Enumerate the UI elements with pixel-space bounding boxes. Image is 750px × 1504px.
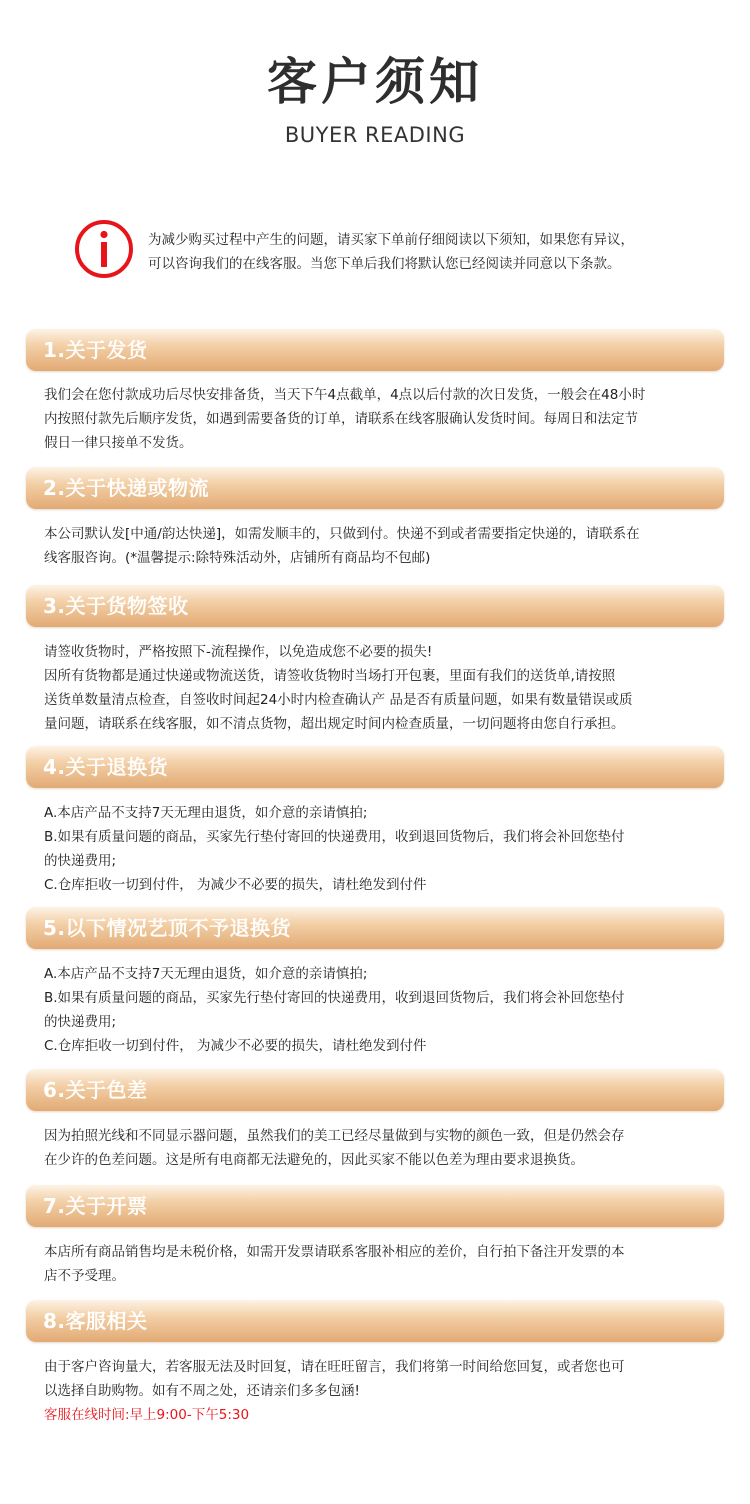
text-line: 店不予受理。 bbox=[44, 1268, 125, 1284]
text-line: 假日一律只接单不发货。 bbox=[44, 435, 193, 451]
text-line: 因为拍照光线和不同显示器问题，虽然我们的美工已经尽量做到与实物的颜色一致，但是仍然会存 bbox=[44, 1128, 625, 1144]
section-body-no-returns bbox=[44, 962, 714, 1058]
section-header-color bbox=[26, 1069, 724, 1111]
text-line: 的快递费用; bbox=[44, 853, 117, 869]
section-title: 2.关于快递或物流 bbox=[43, 476, 210, 500]
section-body-delivery bbox=[44, 522, 714, 570]
section-body-receipt bbox=[44, 640, 714, 736]
text-line: C.仓库拒收一切到付件， 为减少不必要的损失，请杜绝发到付件 bbox=[44, 1038, 427, 1054]
text-line: 的快递费用; bbox=[44, 1014, 117, 1030]
text-line: 我们会在您付款成功后尽快安排备货，当天下午4点截单，4点以后付款的次日发货，一般会在48小时 bbox=[44, 387, 646, 403]
section-body-invoice bbox=[44, 1240, 714, 1288]
text-line: 由于客户咨询量大，若客服无法及时回复，请在旺旺留言，我们将第一时间给您回复，或者您也可 bbox=[44, 1359, 625, 1375]
section-title: 3.关于货物签收 bbox=[43, 594, 189, 618]
text-line: C.仓库拒收一切到付件， 为减少不必要的损失，请杜绝发到付件 bbox=[44, 877, 427, 893]
text-line: 线客服咨询。(*温馨提示:除特殊活动外，店铺所有商品均不包邮) bbox=[44, 550, 431, 566]
section-body-color bbox=[44, 1124, 714, 1172]
service-hours: 客服在线时间:早上9:00-下午5:30 bbox=[44, 1407, 250, 1423]
page-title: 客户须知 bbox=[267, 53, 483, 111]
section-body-service bbox=[44, 1355, 714, 1427]
text-line: A.本店产品不支持7天无理由退货，如介意的亲请慎拍; bbox=[44, 805, 368, 821]
text-line: B.如果有质量问题的商品，买家先行垫付寄回的快递费用，收到退回货物后，我们将会补回您垫付 bbox=[44, 990, 625, 1006]
section-header-no-returns bbox=[26, 907, 724, 949]
text-line: B.如果有质量问题的商品，买家先行垫付寄回的快递费用，收到退回货物后，我们将会补回您垫付 bbox=[44, 829, 625, 845]
section-header-receipt bbox=[26, 585, 724, 627]
page-subtitle: BUYER READING bbox=[284, 123, 466, 147]
text-line: 以选择自助购物。如有不周之处，还请亲们多多包涵! bbox=[44, 1383, 360, 1399]
section-header-delivery bbox=[26, 467, 724, 509]
notice-text bbox=[148, 228, 708, 276]
section-title: 8.客服相关 bbox=[43, 1309, 148, 1333]
section-title: 1.关于发货 bbox=[43, 338, 148, 362]
info-icon bbox=[74, 219, 134, 279]
section-title: 4.关于退换货 bbox=[43, 755, 169, 779]
section-header-returns bbox=[26, 746, 724, 788]
section-body-returns bbox=[44, 801, 714, 897]
section-title: 7.关于开票 bbox=[43, 1194, 148, 1218]
section-header-shipping bbox=[26, 329, 724, 371]
text-line: 在少许的色差问题。这是所有电商都无法避免的，因此买家不能以色差为理由要求退换货。 bbox=[44, 1152, 584, 1168]
text-line: 因所有货物都是通过快递或物流送货，请签收货物时当场打开包裹，里面有我们的送货单,请按照 bbox=[44, 668, 616, 684]
text-line: A.本店产品不支持7天无理由退货，如介意的亲请慎拍; bbox=[44, 966, 368, 982]
text-line: 送货单数量清点检查，自签收时间起24小时内检查确认产 品是否有质量问题，如果有数量错误或质 bbox=[44, 692, 633, 708]
text-line: 本店所有商品销售均是未税价格，如需开发票请联系客服补相应的差价，自行拍下备注开发票的本 bbox=[44, 1244, 625, 1260]
text-line: 本公司默认发[中通/韵达快递]，如需发顺丰的，只做到付。快递不到或者需要指定快递的，请联系在 bbox=[44, 526, 640, 542]
section-title: 5.以下情况艺顶不予退换货 bbox=[43, 916, 292, 940]
text-line: 内按照付款先后顺序发货，如遇到需要备货的订单，请联系在线客服确认发货时间。每周日和法定节 bbox=[44, 411, 638, 427]
section-header-service bbox=[26, 1300, 724, 1342]
text-line: 量问题，请联系在线客服，如不清点货物，超出规定时间内检查质量，一切问题将由您自行承担。 bbox=[44, 716, 625, 732]
section-header-invoice bbox=[26, 1185, 724, 1227]
notice-line: 为减少购买过程中产生的问题，请买家下单前仔细阅读以下须知，如果您有异议， bbox=[148, 232, 634, 248]
text-line: 请签收货物时，严格按照下-流程操作，以免造成您不必要的损失! bbox=[44, 644, 433, 660]
section-title: 6.关于色差 bbox=[43, 1078, 148, 1102]
section-body-shipping bbox=[44, 383, 714, 455]
notice-line: 可以咨询我们的在线客服。当您下单后我们将默认您已经阅读并同意以下条款。 bbox=[148, 256, 621, 272]
